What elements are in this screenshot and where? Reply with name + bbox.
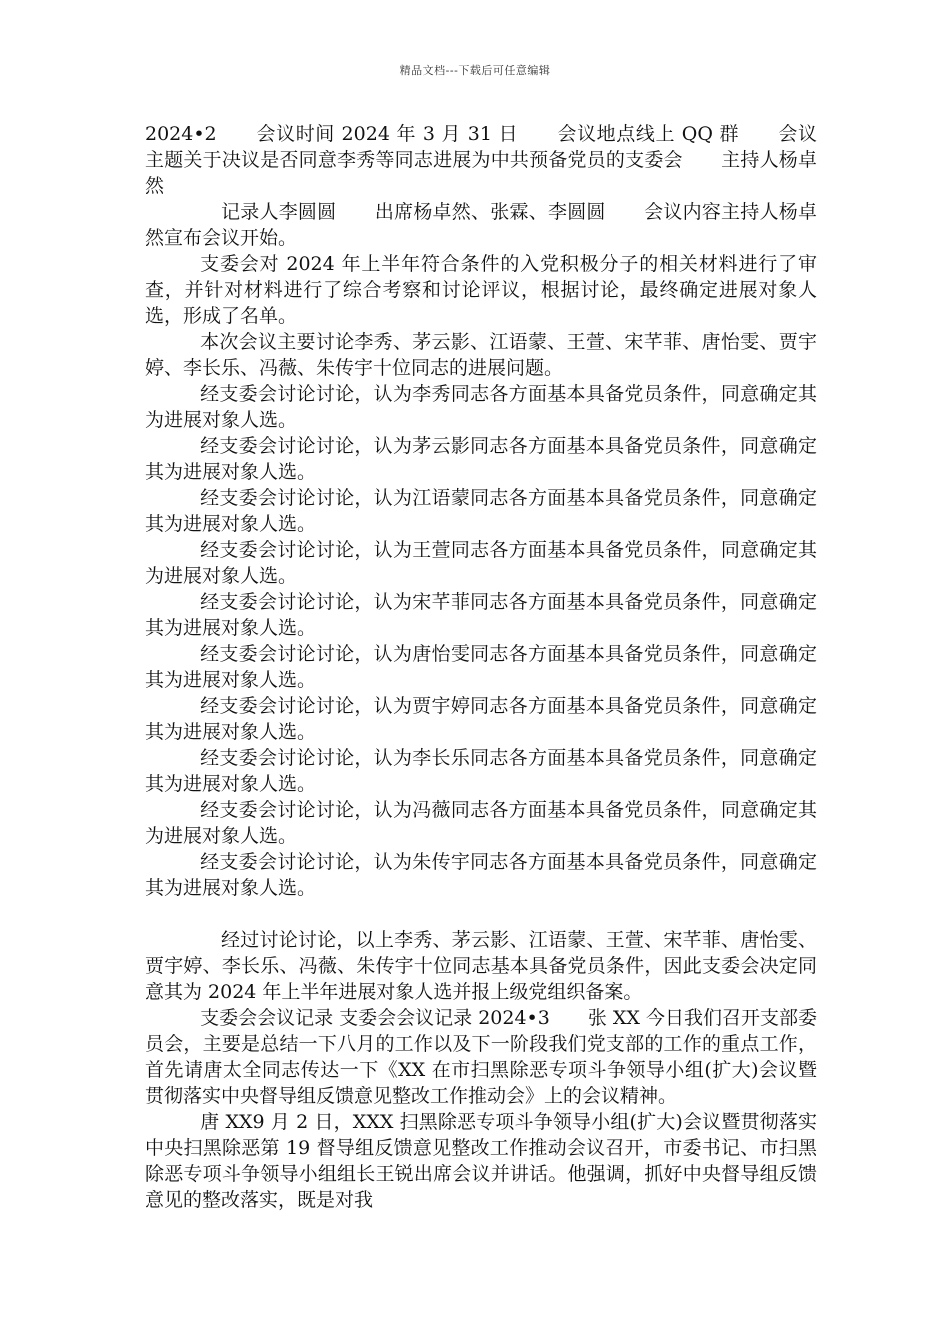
decision-paragraph: 经支委会讨论讨论，认为唐怡雯同志各方面基本具备党员条件，同意确定其为进展对象人选。 (145, 643, 817, 691)
decision-paragraph: 经支委会讨论讨论，认为贾宇婷同志各方面基本具备党员条件，同意确定其为进展对象人选。 (145, 695, 817, 743)
decision-paragraph: 经支委会讨论讨论，认为江语蒙同志各方面基本具备党员条件，同意确定其为进展对象人选。 (145, 487, 817, 535)
review-paragraph: 支委会对 2024 年上半年符合条件的入党积极分子的相关材料进行了审查，并针对材料进行了综合考察和讨论评议，根据讨论，最终确定进展对象人选，形成了名单。 (145, 253, 817, 327)
speech-paragraph: 唐 XX9 月 2 日，XXX 扫黑除恶专项斗争领导小组(扩大)会议暨贯彻落实中央扫黑除恶第 19 督导组反馈意见整改工作推动会议召开，市委书记、市扫黑除恶专项斗争领导小组组长王锐出席会议并讲话。他强调，抓好中央督导组反馈意见的整改落实，既是对我 (145, 1111, 817, 1211)
decision-paragraph: 经支委会讨论讨论，认为茅云影同志各方面基本具备党员条件，同意确定其为进展对象人选。 (145, 435, 817, 483)
page-header-watermark: 精品文档---下载后可任意编辑 (399, 64, 551, 77)
decision-paragraph: 经支委会讨论讨论，认为王萱同志各方面基本具备党员条件，同意确定其为进展对象人选。 (145, 539, 817, 587)
second-record-paragraph: 支委会会议记录 支委会会议记录 2024•3 张 XX 今日我们召开支部委员会，主要是总结一下八月的工作以及下一阶段我们党支部的工作的重点工作，首先请唐太全同志传达一下《XX 在市扫黑除恶专项斗争领导小组(扩大)会议暨贯彻落实中央督导组反馈意见整改工作推动会》上的会议精神。 (145, 1007, 817, 1107)
decision-paragraph: 经支委会讨论讨论，认为冯薇同志各方面基本具备党员条件，同意确定其为进展对象人选。 (145, 799, 817, 847)
blank-line (145, 901, 817, 927)
meeting-recorder-paragraph: 记录人李圆圆 出席杨卓然、张霖、李圆圆 会议内容主持人杨卓然宣布会议开始。 (145, 201, 817, 249)
decision-paragraph: 经支委会讨论讨论，认为宋芊菲同志各方面基本具备党员条件，同意确定其为进展对象人选。 (145, 591, 817, 639)
decision-paragraph: 经支委会讨论讨论，认为李秀同志各方面基本具备党员条件，同意确定其为进展对象人选。 (145, 383, 817, 431)
decision-paragraph: 经支委会讨论讨论，认为李长乐同志各方面基本具备党员条件，同意确定其为进展对象人选。 (145, 747, 817, 795)
document-body (145, 121, 817, 1213)
agenda-paragraph: 本次会议主要讨论李秀、茅云影、江语蒙、王萱、宋芊菲、唐怡雯、贾宇婷、李长乐、冯薇、朱传宇十位同志的进展问题。 (145, 331, 817, 379)
conclusion-paragraph: 经过讨论讨论，以上李秀、茅云影、江语蒙、王萱、宋芊菲、唐怡雯、贾宇婷、李长乐、冯薇、朱传宇十位同志基本具备党员条件，因此支委会决定同意其为 2024 年上半年进展对象人选并报上级党组织备案。 (145, 929, 817, 1003)
decision-paragraph: 经支委会讨论讨论，认为朱传宇同志各方面基本具备党员条件，同意确定其为进展对象人选。 (145, 851, 817, 899)
meeting-info-paragraph: 2024•2 会议时间 2024 年 3 月 31 日 会议地点线上 QQ 群 会议主题关于决议是否同意李秀等同志进展为中共预备党员的支委会 主持人杨卓然 (145, 123, 817, 197)
